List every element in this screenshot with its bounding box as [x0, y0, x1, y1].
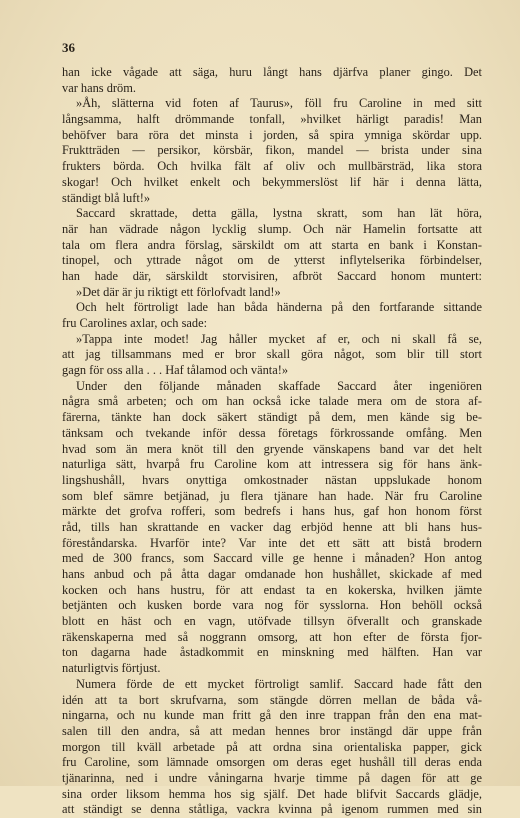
text-line: kocken och hans hustru, för att endast ta en kokerska, hvilken jämte: [62, 582, 482, 597]
text-line: färerna, tänkte han dock säkert ständigt på dem, men kände sig be-: [62, 410, 482, 425]
text-line: Under den följande månaden skaffade Saccard åter ingeniören: [76, 378, 482, 393]
text-line: Numera förde de ett mycket förtroligt samlif. Saccard hade fått den: [76, 676, 482, 691]
text-line: tala om flera andra förslag, särskildt om att starta en bank i Konstan-: [62, 237, 482, 252]
text-line: fru Carolines axlar, och sade:: [62, 316, 208, 330]
text-line: »Tappa inte modet! Jag håller mycket af er, och ni skall få se,: [76, 331, 482, 346]
text-line: fru Caroline, som lämnade omsorgen om deras eget hushåll till deras enda: [62, 755, 482, 770]
text-line: morgon till kväll arbetade på att ordna sina orientaliska papper, gick: [62, 739, 482, 754]
text-line: ständigt blå luft!»: [62, 190, 151, 205]
text-line: betjänten och kusken borde vara nog för sysslorna. Hon behöll också: [62, 598, 482, 613]
text-line: Fruktträden — persikor, körsbär, fikon, mandel — brista under sina: [62, 143, 482, 158]
text-line: några små arbeten; och om han också icke talade mera om de stora af-: [62, 394, 482, 409]
text-line: »Det där är ju riktigt ett förlofvadt land!»: [76, 284, 281, 299]
text-line: frukters börda. Och hvilka fält af oliv och mullbärsträd, lika stora: [62, 159, 482, 174]
text-line: med de 300 francs, som Saccard ville ge henne i månaden? Hon antog: [62, 551, 482, 566]
text-line: räkenskaperna med så noggrann omsorg, att hon efter de första fjor-: [62, 629, 482, 644]
text-line: att jag tillsammans med er bror skall göra något, som blir till stort: [62, 347, 482, 362]
text-line: behöfver bara röra det minsta i jorden, så spira ymniga skördar upp.: [62, 127, 482, 142]
text-line: när han vädrade någon lycklig slump. Och när Hamelin fortsatte att: [62, 221, 482, 236]
text-line: skogar! Och hvilket enkelt och bekymmerslöst lif här i denna lätta,: [62, 174, 482, 189]
text-line: naturligtvis förtjust.: [62, 661, 161, 676]
text-line: han icke vågade att säga, huru långt hans djärfva planer gingo. Det: [62, 65, 482, 79]
text-line: gagn för oss alla . . . Haf tålamod och vänta!»: [62, 363, 289, 378]
text-line: ton dagarna hade åstadkommit en minskning med hälften. Han var: [62, 645, 482, 660]
text-line: hvad som än mera knöt till den gryende vänskapens band var det helt: [62, 441, 482, 456]
text-line: blott en häst och en vagn, utöfvade tillsyn öfverallt och granskade: [62, 614, 482, 629]
text-line: råd, tills han skrattande en vacker dag erbjöd henne att bli hans hus-: [62, 519, 482, 534]
text-line: tjänarinna, ned i undre våningarna hvarje timme på dagen för att ge: [62, 770, 482, 785]
text-line: lingshushåll, hvars onyttiga omkostnader nästan uppslukade honom: [62, 472, 482, 487]
text-line: tänksam och tvekande inför dessa företags förkrossande omfång. Men: [62, 425, 482, 440]
text-line: som blef sämre betjänad, ju flera tjänare han hade. När fru Caroline: [62, 488, 482, 503]
text-line: långsamma, halft drömmande tonfall, »hvilket härligt paradis! Man: [62, 112, 482, 127]
text-line: Och helt förtroligt lade han båda händerna på den fortfarande sittande: [76, 300, 482, 315]
text-line: tinopel, och yttrade något om de ytterst inflytelserika förbindelser,: [62, 253, 482, 268]
text-line: ningarna, och nu kunde man fritt gå den inre trappan från den ena mat-: [62, 708, 482, 723]
text-line: sina order liksom hemma hos sig själf. Det hade blifvit Saccards glädje,: [62, 786, 482, 801]
text-line: föreståndarska. Hvarför inte? Var inte det ett sätt att bistå brodern: [62, 535, 482, 550]
text-line: idén att ta bort skrufvarna, som stängde dörren mellan de båda vå-: [62, 692, 482, 707]
text-line: han hade där, särskildt storvisiren, afbröt Saccard honom muntert:: [62, 268, 482, 283]
text-line: var hans dröm.: [62, 80, 136, 95]
page-number: 36: [62, 40, 75, 55]
text-line: salen till den andra, så att medan hennes bror instängd där uppe från: [62, 723, 482, 738]
text-line: hans anbud och på åtta dagar omdanade hon hushållet, skickade af med: [62, 567, 482, 581]
text-line: märkte det grofva rofferi, som bedrefs i hans hus, gaf hon honom först: [62, 504, 482, 519]
text-line: att ständigt se denna ståtliga, vackra kvinna på igenom rummen med sin: [62, 802, 482, 817]
text-line: Saccard skrattade, detta gälla, lystna skratt, som han lät höra,: [76, 206, 482, 221]
body-text: [62, 65, 482, 818]
text-line: naturliga sätt, hvarpå fru Caroline kom att intressera sig för hans änk-: [62, 457, 482, 472]
text-line: »Åh, slätterna vid foten af Taurus», föll fru Caroline in med sitt: [76, 96, 482, 111]
